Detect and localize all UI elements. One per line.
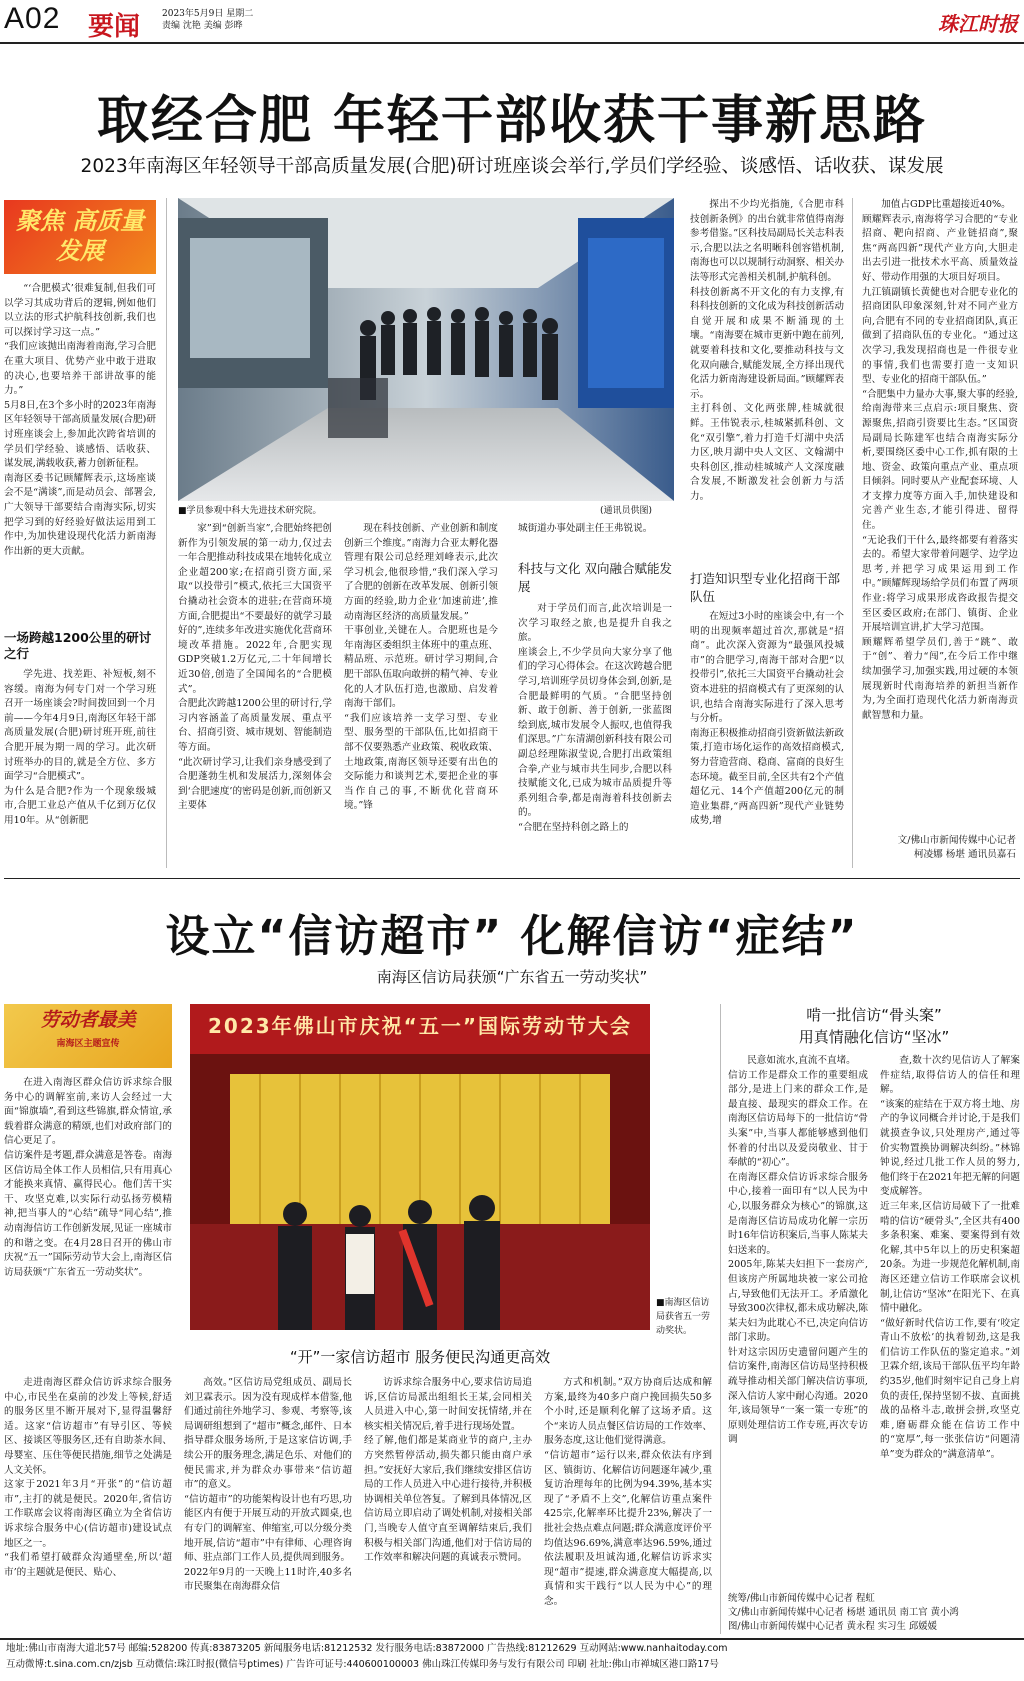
story1-byline-line1: 文/佛山市新闻传媒中心记者 [897,835,1016,846]
issue-info [162,8,253,32]
story2-byline-line2: 文/佛山市新闻传媒中心记者 杨堪 通讯员 南工官 黄小鸿 [728,1607,959,1618]
story2-badge [4,1004,172,1068]
award-ceremony-photo [190,1004,650,1330]
story1-col1b-text: 学先进、找差距、补短板,刻不容缓。南海为何专门对一个学习班召开一场座谈会?时间拨回到一个月前——今年4月9日,南海区年轻干部高质量发展(合肥)研讨班开班,前往合肥开展为期一周的学习。此次研讨班举办的目的,就是全方位、多方面学习“合肥模式”。 为什么是合肥?作为一个现象级城市,合肥工业总产值从千亿到万亿仅用10年。从“创新肥 [4,669,156,826]
issue-editor: 责编 沈艳 美编 彭晔 [162,21,243,31]
story2-photo [190,1004,650,1330]
story2-right-col2 [880,1054,1020,1588]
story1-col5-heading: 打造知识型专业化招商干部队伍 [690,571,841,604]
story1-col2-text: 家”到“创新当家”,合肥始终把创新作为引领发展的第一动力,仅过去一年合肥推动科技成果在地转化成立企业超200家;在招商引资方面,采取“以投带引”模式,依托三大国资平台撬动社会资本的进驻;在营商环境方面,合肥提出“不要最好的就学习最好的”,连续多年改进实施优化营商环境改革措施。2022年,合肥实现GDP突破1.2万亿元,二十年间增长近30倍,创造了全国闻名的“合肥模式”。 合肥此次跨越1200公里的研讨行,学习内容涵盖了高质量发展、重点平台、招商引资、城市规划、智能制造等方面。 “此次研讨学习,让我们亲身感受到了合肥蓬勃生机和发展活力,深刻体会到‘合肥速度’的密码是创新,而创新又主要体 [178,523,332,812]
issue-date: 2023年5月9日 星期二 [162,9,254,19]
story2-headline: 设立“信访超市” 化解信访“症结” [165,911,859,962]
story1-col2 [178,522,332,868]
story1-col4-pre-text: 城街道办事处副主任王弗锐说。 [518,523,653,534]
story1-col5 [690,198,844,558]
story2-b2 [184,1376,352,1626]
story1-badge: 聚焦 高质量发展 [4,200,156,274]
story1-col6-text: 加值占GDP比重超接近40%。 顾耀辉表示,南海将学习合肥的“专业招商、靶向招商、产业链招商”,聚焦“两高四新”现代产业方向,大胆走出去引进一批技术水平高、质量效益好、带动作用强的大项目好项目。 九江镇副镇长黄健也对合肥专业化的招商团队印象深刻,针对不同产业方向,合肥有不同的专业招商团队,真正做到了招商队伍的专业化。“通过这次学习,我发现招商也是一件很专业的事情,我们也需要打造一支知识型、专业化的招商干部队伍。” “合肥集中力量办大事,聚大事的经验,给南海带来三点启示:项目聚焦、资源聚焦,招商引资要比生态。”区国资局副局长陈建军也结合南海实际分析,要围绕区委中心工作,抓有限的土地、资金、政策向重点产业、重点项目倾斜。同时要从产业配套环境、人才支撑力度等方面入手,加快建设和完善产业生态,才能引得进、留得住。 “无论我们干什么,最终都要有着落实去的。希望大家带着问题学、边学边思考,并把学习成果运用到工作中。”顾耀辉现场给学员们布置了两项作业:将学习成果形成咨政报告提交至区委区政府;在部门、镇街、企业开展培训宣讲,扩大学习范围。 顾耀辉希望学员们,善于“跳”、敢于“创”、着力“闯”,在今后工作中继续加强学习,加强实践,用过硬的本领展现新时代南海培养的新担当新作为,为全面打造现代化活力新南海贡献智慧和力量。 [862,199,1018,721]
story1-col1-heading: 一场跨越1200公里的研讨之行 [4,630,152,661]
newspaper-logo: 珠江时报 [938,12,1018,36]
story1-photo-credit: (通讯员供图) [600,506,653,516]
story1-col3 [344,522,498,868]
column-rule [166,198,167,868]
story2-b4 [544,1376,712,1626]
story1-col4-text: 对于学员们而言,此次培训是一次学习取经之旅,也是提升自我之旅。 座谈会上,不少学员向大家分享了他们的学习心得体会。在这次跨越合肥学习,培训班学员切身体会到,创新,是合肥最鲜明的气质。“合肥坚持创新、敢于创新、善于创新,一张蓝图绘到底,城市发展令人振叹,也值得我们深思。”广东清湖创新科技有限公司副总经理陈淑莹说,合肥打出政策组合拳,产业与城市共生同步,合肥以科技赋能文化,已成为城市品质提升等系列组合拳,都是南海着科技创新去的。 “合肥在坚持科创之路上的 [518,603,672,833]
story1-col3-text: 现在科技创新、产业创新和制度创新三个维度。”南海力合亚太孵化器管理有限公司总经理刘峰表示,此次学习机会,他很珍惜,“我们深入学习了合肥的创新在改革发展、创新引领方面的经验,助力企业‘加速前进’,推动南海区经济的高质量发展。” 干事创业,关键在人。合肥班也是今年南海区委组织主体班中的重点班、精品班、示范班。研讨学习期间,合肥干部队伍取向敢拼的精气神、专业化的人才队伍打造,也激励、启发着南海干部们。 “我们应该培养一支学习型、专业型、服务型的干部队伍,比如招商干部不仅要熟悉产业政策、税收政策、土地政策,南海区领导还要有出色的交际能力和谈判艺术,要把企业的事当作自己的事,不断优化营商环境。”锋 [344,523,498,812]
story2-subhead: 南海区信访局获颁“广东省五一劳动奖状” [376,968,648,986]
section-title: 要闻 [88,12,141,42]
story1-col4-pre [518,522,672,540]
footer-rule [0,1638,1024,1640]
story2-side-heading-line1: 啃一批信访“骨头案” [806,1006,942,1024]
story2-photo-caption: ■南海区信访局获省五一劳动奖状。 [656,1298,711,1336]
story1-col4-heading: 科技与文化 双向融合赋能发展 [518,561,672,594]
story2-badge-sub: 南海区主题宣传 [56,1039,120,1049]
story2-intro-text: 在进入南海区群众信访诉求综合服务中心的调解室前,来访人会经过一大面“锦旗墙”,看到这些锦旗,群众情谊,承载着群众满意的精颂,也们对政府部门的信心更足了。 信访案件是考题,群众满意是答卷。南海区信访局全体工作人员相信,只有用真心才能换来真情、赢得民心。他们苦干实干、攻坚克难,以实际行动弘扬劳模精神,把当事人的“心结”疏导“同心结”,推动南海信访工作创新发展,见证一座城市的和谐之变。在4月28日召开的佛山市庆祝“五一”国际劳动节大会上,南海区信访局获颁“广东省五一劳动奖状”。 [4,1077,172,1278]
story2-b1-text: 走进南海区群众信访诉求综合服务中心,市民坐在桌前的沙发上等候,舒适的服务区里不断开展对下,显得温馨舒适。这家“信访超市”有导引区、等候区、接谈区等服务区,还有自助茶水间、母婴室、压住等便民措施,细节之处满是人文关怀。 这家于2021年3月“开张”的“信访超市”,主打的就是便民。2020年,省信访工作联席会议将南海区确立为全省信访诉求综合服务中心(信访超市)建设试点地区之一。 “我们希望打破群众沟通壁垒,所以‘超市’的主题就是便民、贴心、 [4,1377,172,1578]
story1-col1b [4,668,156,868]
story2-right-col1-text: 民意如流水,直流不直堵。 信访工作是群众工作的重要组成部分,是进上门来的群众工作,是最直接、最现实的群众工作。在南海区信访局每下的一批信访“骨头案”中,当事人都能够感到他们怀着的付出以及爱岗敬业、甘于奉献的“初心”。 在南海区群众信访诉求综合服务中心,接着一面印有“以人民为中心,以服务群众为核心”的锦旗,这是南海区信访局成功化解一宗历时16年信访积案后,当事人陈某夫妇送来的。 2005年,陈某夫妇担下一套房产,但该房产所属地块被一家公司抢占,导致他们无法开工。矛盾激化导致300次律权,都未成功解决,陈某夫妇为此耽心不已,决定向信访部门求助。 针对这宗因历史遗留问题产生的信访案件,南海区信访局坚持积极疏导推动相关部门解决信访事项,深入信访人家中耐心沟通。2020年,该局领导“一案一策一专班”的原则处理信访工作专班,再次专访调 [728,1055,868,1446]
story1-byline-line2: 柯凌娜 杨堪 通讯员嘉石 [913,849,1016,860]
masthead-rule [0,42,1024,44]
story1-photo [178,198,674,501]
story2-side-heading [728,1004,1020,1048]
footer-line2: 互动微博:t.sina.com.cn/zjsb 互动微信:珠江时报(微信号ptimes) 广告许可证号:440600100003 佛山珠江传媒印务与发行有限公司 印刷 社址:佛山市禅城区港口路17号 [6,1659,719,1670]
footer-line1: 地址:佛山市南海大道北57号 邮编:528200 传真:83873205 新闻服务电话:81212532 发行服务电话:83872000 广告热线:81212629 互动网站:www.nanhaitoday.com [6,1643,728,1654]
story2-byline-line1: 统筹/佛山市新闻传媒中心记者 程虹 [728,1593,875,1604]
story1-col5b-text: 在短过3小时的座谈会中,有一个明的出现频率超过首次,那就是“招商”。此次深入资源为“最强风投城市”的合肥学习,南海干部对合肥“以投带引”,依托三大国资平台撬动社会资本进驻的招商模式有了更深刻的认识,也结合南海实际进行了深入思考与分析。 南海正积极推动招商引资新做法新政策,打造市场化运作的高效招商模式,努力营造营商、稳商、富商的良好生态环境。截至目前,全区共有2个产值超亿元、14个产值超200亿元的制造业集群,“两高四新”现代产业链势成势,增 [690,611,844,827]
page-number: A02 [4,2,61,35]
award-banner-text: 2023年佛山市庆祝“五一”国际劳动节大会 [208,1014,632,1038]
column-rule [720,1004,721,1634]
story1-col4 [518,602,672,868]
story2-b4-text: 方式和机制。”双方协商后达成和解方案,最终为40多户商户挽回损失50多个小时,还是顺利化解了这场矛盾。这个“来访人员点餐区信访局的工作效率、服务态度,这让他们觉得满意。 “信访超市”运行以来,群众依法有序到区、镇街访、化解信访问题逐年减少,重复访治理每年的比例为94.39%,基本实现了“矛盾不上交”,化解信访重点案件425宗,化解率环比提升23%,解决了一批社会热点难点问题;群众满意度评价平均值达96.69%,满意率达96.59%,通过依法履职及坦诚沟通,化解信访诉求实现“超市”提速,群众满意度大幅提高,以真情和实干践行“以人民为中心”的理念。 [544,1377,712,1607]
story1-col5b [690,610,844,868]
story2-right-col1 [728,1054,868,1588]
story1-col5-text: 探出不少均光指施,《合肥市科技创新条例》的出台就非常值得南海参考借鉴。”区科技局副局长关志科表示,合肥以法之名明晰科创容错机制,南海也可以以规制行动洞察、相关办法等形式完善相关机制,护航科创。 科技创新离不开文化的有力支撑,有科科技创新的文化成为科技创新活动自觉开展和成果不断涌现的土壤。“南海要在城市更新中跑在前列,就要着科技和文化,要推动科技与文化双向融合,赋能发展,全方择出现代化活力新南海建设新局面。”顾耀辉表示。 主打科创、文化两张牌,桂城就很鲜。王伟锐表示,桂城紧抓科创、文化“双引擎”,着力打造千灯湖中央活力区,映月湖中央人文区、文翰湖中央科创区,推动桂城城产人文深度融合发展,不断激发社会创新力与活力。 [690,199,844,502]
story2-bottom-heading: “开”一家信访超市 服务便民沟通更高效 [289,1348,551,1366]
story2-b1 [4,1376,172,1626]
story2-badge-title: 劳动者最美 [40,1009,136,1031]
lab-corridor-photo [178,198,674,501]
story1-col1 [4,282,156,612]
story2-byline [728,1592,1020,1634]
story1-headline: 取经合肥 年轻干部收获干事新思路 [96,91,928,151]
story2-b3-text: 访诉求综合服务中心,要求信访局追诉,区信访局派出组组长王某,会同相关人员进入中心,第一时间安抚情绪,并在核实相关情况后,着手进行现场处置。 经了解,他们都是某商业节的商户,主办方突然暂停活动,损失都只能由商户承担。”安抚好大家后,我们继续安排区信访局的工作人员进入中心进行接待,并积极协调相关单位答复。了解到具体情况,区信访局立即启动了调处机制,对接相关部门,当晚专人值守直至调解结束后,我们积极与相关部门沟通,他们对于信访局的工作效率和解决问题的真诚表示赞同。 [364,1377,532,1564]
story1-subhead: 2023年南海区年轻领导干部高质量发展(合肥)研讨班座谈会举行,学员们学经验、谈感悟、话收获、谋发展 [80,156,944,177]
story-divider [4,878,1020,879]
story1-photo-caption: ■学员参观中科大先进技术研究院。 [178,506,322,516]
story2-b2-text: 高效。”区信访局党组成员、副局长刘卫霖表示。因为没有现成样本借鉴,他们通过前往外地学习、参观、考察等,该局调研组想到了“超市”概念,邮件、日本指导群众服务场所,于是这家信访调,手续公开的服务理念,满足色乐、对他们的便民需求,并为群众办事带来“信访超市”的意义。 “信访超市”的功能架构设计也有巧思,功能区内有便于开展互动的开放式圆桌,也有专门的调解室、伸缩室,可以分级分类地开展,信访“超市”中有律师、心理咨询师、驻点部门工作人员,提供周到服务。 2022年9月的一天晚上11时许,40多名市民聚集在南海群众信 [184,1377,352,1593]
story2-intro [4,1076,172,1344]
story1-col1-text: “‘合肥模式’很难复制,但我们可以学习其成功背后的逻辑,例如他们以立法的形式护航科技创新,我们也可以探讨学习这一点。” “我们应该抛出南海着南海,学习合肥在重大项目、优势产业中敢于进取的决心,也要培养干部讲故事的能力。” 5月8日,在3个多小时的2023年南海区年轻领导干部高质量发展(合肥)研讨班座谈会上,参加此次跨省培训的学员们学经验、谈感悟、话收获、谋发展,满载收获,蓄力创新征程。 南海区委书记顾耀辉表示,这场座谈会不是“满谈”,而是动员会、部署会,广大领导干部要结合南海实际,切实把学习到的好经验好做法运用到工作中,为加快建设现代化活力新南海作出新的更大贡献。 [4,283,156,557]
story1-col6 [862,198,1018,828]
footer [0,1641,1024,1673]
story2-byline-line3: 图/佛山市新闻传媒中心记者 黄永程 实习生 邱媛媛 [728,1621,937,1632]
column-rule [852,198,853,868]
story1-byline [898,834,1016,862]
story2-side-heading-line2: 用真情融化信访“坚冰” [798,1028,950,1046]
story2-right-col2-text: 查,数十次约见信访人了解案件症结,取得信访人的信任和理解。 “该案的症结在于双方将土地、房产的争议同概合并讨论,于是我们就摸查争议,只处理房产,通过等价实物置换协调解决纠纷。”林锦钟说,经过几批工作人员的努力,他们终于在2021年把无解的问题变成解答。 近三年来,区信访局破下了一批难啃的信访“硬骨头”,全区共有400多条积案、难案、要案得到有效化解,其中5年以上的历史积案超20条。为进一步规范化解机制,南海区还建立信访工作联席会议机制,让信访“坚冰”在阳光下、在真情中融化。 “做好新时代信访工作,要有‘咬定青山不放松’的执着韧劲,这是我们信访工作队伍的鉴定追求。”刘卫霖介绍,该局干部队伍平均年龄约35岁,他们时刻牢记自己身上肩负的责任,保持坚韧不拔、直面挑战的品格斗志,敢拼会拼,攻坚克难,磨砺群众能在信访工作中的“宽厚”,每一张张信访“问题清单”变为群众的“满意清单”。 [880,1055,1020,1461]
story2-b3 [364,1376,532,1626]
